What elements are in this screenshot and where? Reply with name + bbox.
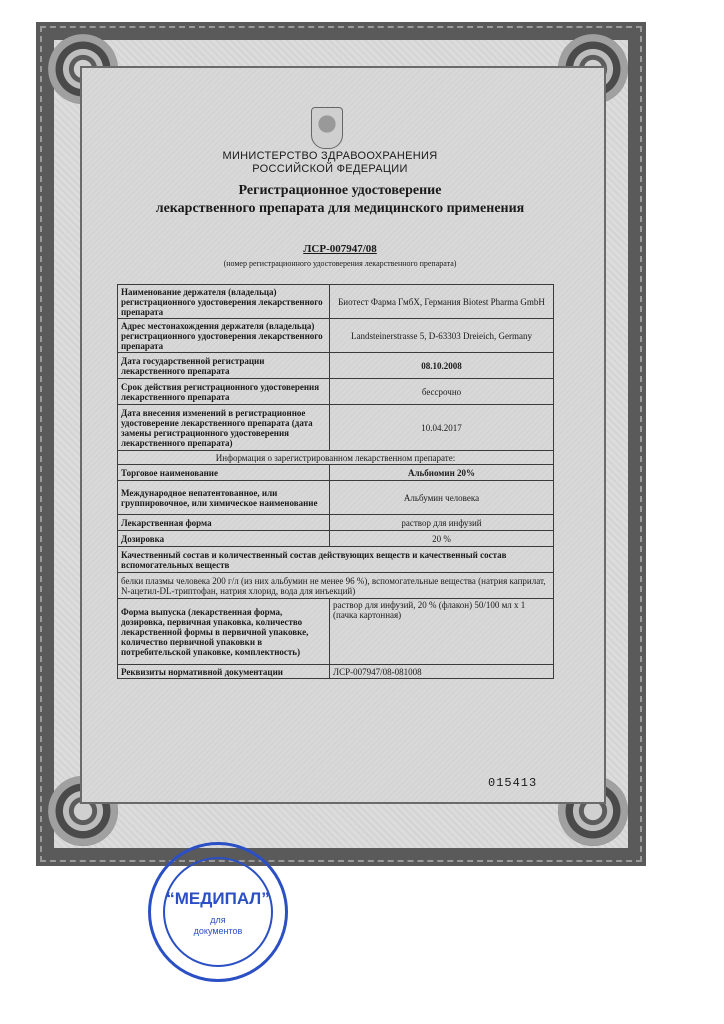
coat-of-arms-icon bbox=[311, 107, 343, 149]
company-stamp bbox=[148, 842, 288, 982]
info-header: Информация о зарегистрированном лекарственном препарате: bbox=[118, 451, 554, 465]
table-row bbox=[118, 285, 554, 319]
table-row bbox=[118, 319, 554, 353]
stamp-main-text: “МЕДИПАЛ” bbox=[166, 889, 270, 908]
stamp-inner-ring bbox=[163, 857, 273, 967]
registration-table bbox=[117, 284, 554, 679]
table-row bbox=[118, 665, 554, 679]
table-row bbox=[118, 405, 554, 451]
stamp-line2: документов bbox=[193, 926, 243, 936]
row-label: Наименование держателя (владельца) регистрационного удостоверения лекарственного препарата bbox=[118, 285, 330, 319]
stamp-line1: для bbox=[210, 915, 226, 925]
table-row bbox=[118, 353, 554, 379]
normative-value: ЛСР-007947/08-081008 bbox=[330, 665, 554, 679]
row-value: Альбумин человека bbox=[330, 481, 554, 515]
title-line2: лекарственного препарата для медицинского применения bbox=[155, 201, 525, 216]
row-value: Landsteinerstrasse 5, D-63303 Dreieich, Germany bbox=[330, 319, 554, 353]
row-label: Торговое наименование bbox=[118, 465, 330, 481]
row-label: Адрес местонахождения держателя (владельца) регистрационного удостоверения лекарственного препарата bbox=[118, 319, 330, 353]
row-value: 10.04.2017 bbox=[330, 405, 554, 451]
row-value: 08.10.2008 bbox=[330, 353, 554, 379]
row-value: раствор для инфузий bbox=[330, 515, 554, 531]
row-value: Биотест Фарма ГмбХ, Германия Biotest Pharma GmbH bbox=[330, 285, 554, 319]
table-row bbox=[118, 481, 554, 515]
row-label: Международное непатентованное, или группировочное, или химическое наименование bbox=[118, 481, 330, 515]
table-row bbox=[118, 573, 554, 599]
composition-heading: Качественный состав и количественный состав действующих веществ и качественный состав вспомогательных веществ bbox=[118, 547, 554, 573]
row-label: Лекарственная форма bbox=[118, 515, 330, 531]
registration-number: ЛСР-007947/08 bbox=[303, 243, 377, 255]
row-value: 20 % bbox=[330, 531, 554, 547]
ministry-header bbox=[180, 150, 480, 176]
table-row bbox=[118, 547, 554, 573]
normative-label: Реквизиты нормативной документации bbox=[118, 665, 330, 679]
registration-caption: (номер регистрационного удостоверения лекарственного препарата) bbox=[223, 259, 457, 268]
table-row bbox=[118, 599, 554, 665]
table-row bbox=[118, 379, 554, 405]
ministry-line1: МИНИСТЕРСТВО ЗДРАВООХРАНЕНИЯ bbox=[222, 150, 438, 162]
row-label: Срок действия регистрационного удостоверения лекарственного препарата bbox=[118, 379, 330, 405]
table-row bbox=[118, 515, 554, 531]
document-title bbox=[110, 182, 570, 218]
composition-text: белки плазмы человека 200 г/л (из них альбумин не менее 96 %), вспомогательные вещества (натрия каприлат, N-ацетил-DL-триптофан, натрия хлорид, вода для инъекций) bbox=[118, 573, 554, 599]
row-label: Дата государственной регистрации лекарственного препарата bbox=[118, 353, 330, 379]
serial-number: 015413 bbox=[488, 776, 538, 790]
table-row bbox=[118, 451, 554, 465]
title-line1: Регистрационное удостоверение bbox=[238, 183, 442, 198]
release-value: раствор для инфузий, 20 % (флакон) 50/100 мл x 1 (пачка картонная) bbox=[330, 599, 554, 665]
row-value: бессрочно bbox=[330, 379, 554, 405]
row-label: Дата внесения изменений в регистрационное удостоверение лекарственного препарата (дата замены регистрационного удостоверения лекарственного препарата) bbox=[118, 405, 330, 451]
table-row bbox=[118, 465, 554, 481]
row-label: Дозировка bbox=[118, 531, 330, 547]
ministry-line2: РОССИЙСКОЙ ФЕДЕРАЦИИ bbox=[252, 163, 408, 175]
row-value: Альбиомин 20% bbox=[330, 465, 554, 481]
table-row bbox=[118, 531, 554, 547]
release-label: Форма выпуска (лекарственная форма, дозировка, первичная упаковка, количество лекарственной формы в первичной упаковке, количество первичной упаковки в потребительской упаковке, комплектность) bbox=[118, 599, 330, 665]
